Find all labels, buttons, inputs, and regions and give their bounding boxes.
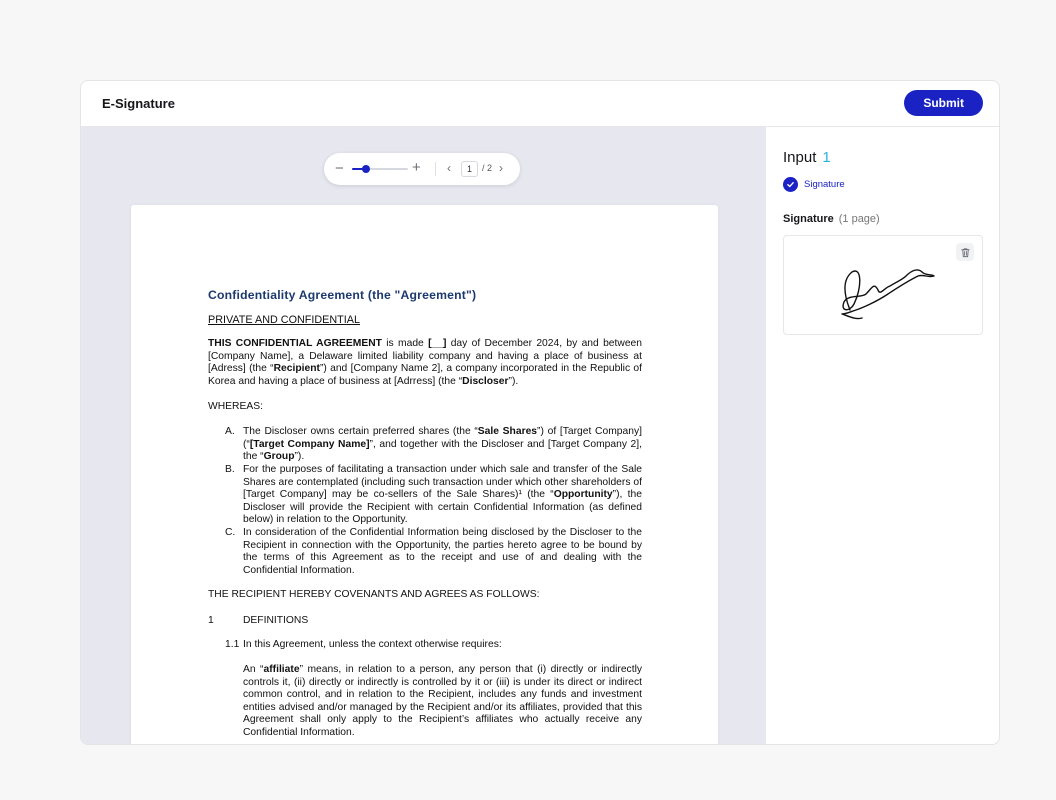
- document-viewer[interactable]: [81, 127, 766, 745]
- intro-text: Discloser: [462, 375, 509, 387]
- recital-text: In consideration of the Confidential Information being disclosed by the Discloser to: [243, 526, 625, 538]
- recital-c: [208, 527, 642, 577]
- definition-term: affiliate: [263, 664, 300, 676]
- section-number: 1: [208, 614, 214, 626]
- side-panel: [766, 127, 1000, 745]
- recital-text: Sale Shares: [477, 426, 538, 438]
- recital-text: the Recipient in connection with the Opportunity, the parties hereto agree to be bound by the terms of this Agreement as to the receipt and use of and dealing with the Confidential Information.: [243, 526, 642, 576]
- recital-text: ”), the Discloser will provide the Recipient with certain Confidential Information (as defined below) in relation to the Opportunity.: [243, 489, 642, 526]
- document-subtitle: PRIVATE AND CONFIDENTIAL: [208, 313, 360, 326]
- intro-text: ”).: [508, 375, 519, 387]
- recital-marker: C.: [225, 526, 236, 538]
- signature-chip-label: Signature: [804, 179, 845, 190]
- signature-box[interactable]: [783, 235, 983, 335]
- recital-marker: A.: [225, 426, 235, 438]
- delete-signature-button[interactable]: [956, 243, 974, 261]
- signature-page-count: (1 page): [838, 213, 880, 225]
- recital-text: The Discloser owns certain preferred shares (the “: [243, 426, 478, 438]
- submit-button[interactable]: Submit: [904, 90, 983, 116]
- intro-text: ”) and [Company Name 2], a company incorporated in the Republic of Korea and having a place of business at [Adrress] (the “: [208, 363, 642, 387]
- intro-text: Recipient: [273, 363, 320, 375]
- clause-1-1: [208, 639, 642, 652]
- recital-text: [Target Company Name]: [249, 438, 370, 450]
- prev-page-button[interactable]: ‹: [447, 161, 451, 175]
- section-title: DEFINITIONS: [243, 614, 309, 626]
- affiliate-definition: [208, 664, 642, 740]
- covenants-heading: THE RECIPIENT HEREBY COVENANTS AND AGREES AS FOLLOWS:: [208, 589, 540, 601]
- recital-text: Shares are contemplated (including such transaction under which other shareholders of [Target Company] may be co-sellers of the Sale Shares)¹ (the “: [243, 476, 642, 501]
- recital-b: [208, 464, 642, 527]
- recital-text: Opportunity: [553, 489, 613, 501]
- recital-text: ”, and together with the Discloser and [Target Company 2], the “: [243, 438, 642, 463]
- recital-text: ”) of [Target Company]: [537, 426, 642, 438]
- app-title: E-Signature: [102, 96, 175, 111]
- signature-section-label: [783, 213, 880, 225]
- recital-text: (“: [243, 438, 250, 450]
- recital-marker: B.: [225, 463, 235, 475]
- section-heading: [208, 615, 642, 628]
- viewer-toolbar: [324, 153, 520, 185]
- signature-drawing: [832, 250, 937, 320]
- input-count: 1: [822, 149, 831, 166]
- toolbar-divider: [435, 162, 436, 176]
- document-page: [131, 205, 718, 745]
- next-page-button[interactable]: ›: [499, 161, 503, 175]
- page-total: / 2: [482, 163, 493, 173]
- document-title: Confidentiality Agreement (the "Agreement"): [208, 288, 477, 302]
- zoom-out-button[interactable]: −: [335, 160, 344, 177]
- page-number-input[interactable]: [461, 161, 478, 177]
- recital-text: ”).: [294, 451, 305, 463]
- intro-text: THIS CONFIDENTIAL AGREEMENT: [208, 338, 382, 350]
- recital-text: For the purposes of facilitating a transaction under which sale and transfer of the Sale: [243, 463, 642, 475]
- recital-text: Group: [263, 451, 295, 463]
- intro-text: day of December 2024, by and between [Company Name], a Delaware limited liability company and having a place of business at [Adress] (the “: [208, 338, 642, 375]
- intro-text: is made: [381, 338, 429, 350]
- zoom-in-button[interactable]: +: [412, 159, 421, 176]
- e-signature-window: [80, 80, 1000, 745]
- signature-label: Signature: [783, 213, 834, 225]
- signature-chip[interactable]: [783, 177, 845, 192]
- clause-marker: 1.1: [225, 639, 240, 651]
- zoom-slider[interactable]: [352, 168, 408, 170]
- definition-text: ” means, in relation to a person, any person that (i) directly or indirectly controls it, (ii) directly or indirectly is controlled by it or (iii) is under its direct or indirect common control, and in relation to the Recipient, includes any funds and investment entities advised and/or managed by the Recipient and/or its affiliates, provided that this Agreement shall only apply to the Recipient’s affiliates who actually receive any Confidential Information.: [243, 664, 643, 739]
- document-content: [208, 289, 642, 740]
- recital-a: [208, 426, 642, 464]
- definition-text: An “: [243, 664, 264, 676]
- check-icon: [783, 177, 798, 192]
- input-heading: [783, 149, 831, 166]
- input-label: Input: [783, 149, 817, 166]
- header: [81, 81, 999, 127]
- intro-text: [__]: [428, 338, 447, 350]
- whereas-heading: WHEREAS:: [208, 400, 263, 412]
- zoom-slider-thumb[interactable]: [362, 165, 370, 173]
- trash-icon: [960, 247, 971, 258]
- clause-text: In this Agreement, unless the context otherwise requires:: [243, 639, 502, 651]
- intro-paragraph: [208, 338, 642, 388]
